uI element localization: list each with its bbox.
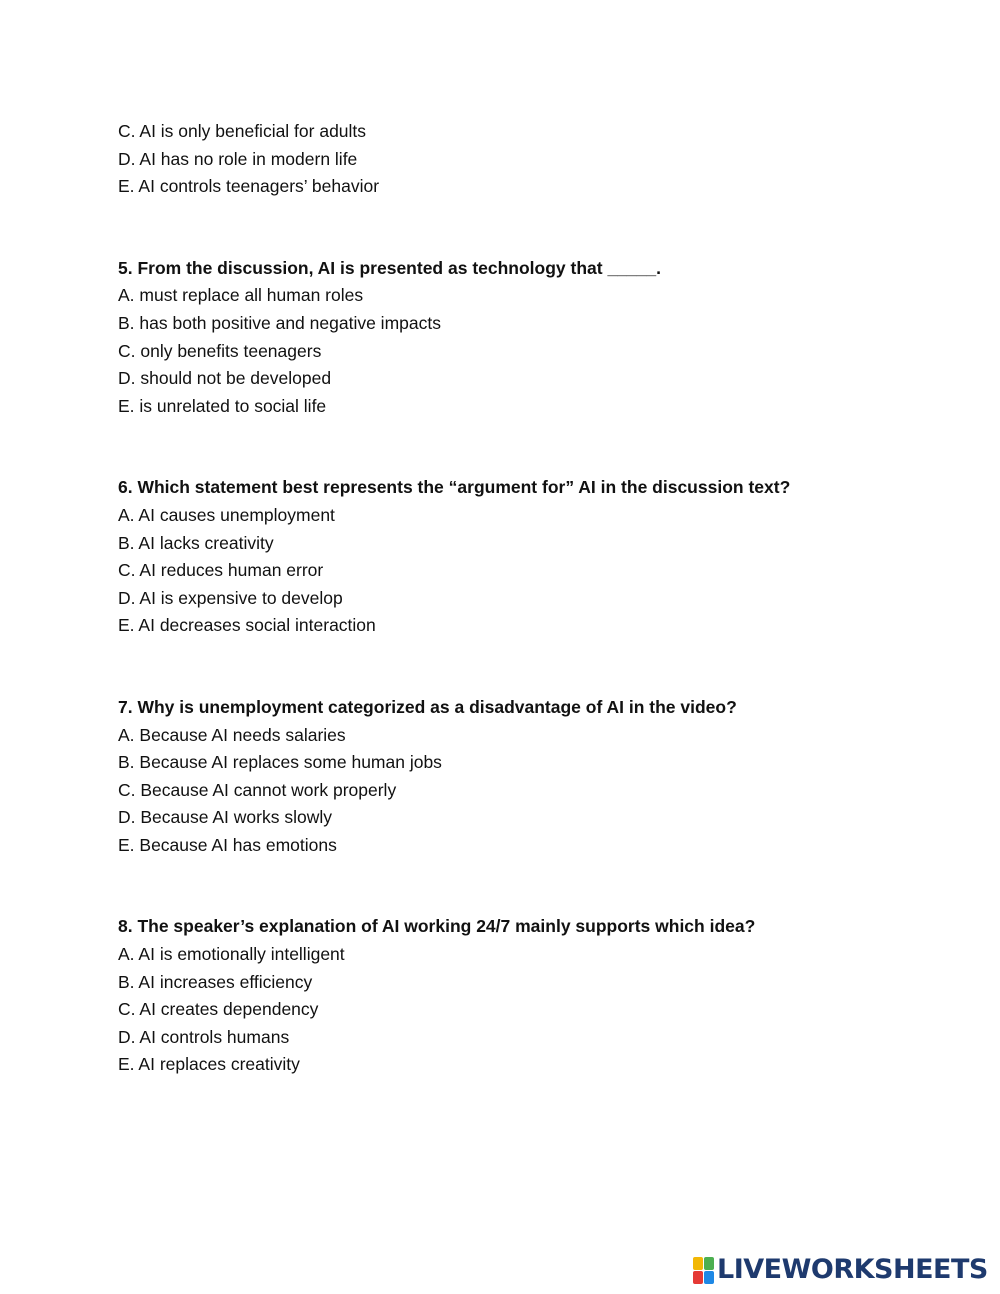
option-b: B. AI increases efficiency xyxy=(118,971,313,992)
option-d: D. AI controls humans xyxy=(118,1026,290,1047)
option-c: C. Because AI cannot work properly xyxy=(118,779,397,800)
option-d: D. AI is expensive to develop xyxy=(118,587,343,608)
continued-options xyxy=(118,118,938,201)
question-6 xyxy=(118,474,938,640)
question-7 xyxy=(118,694,938,860)
question-text: 7. Why is unemployment categorized as a disadvantage of AI in the video? xyxy=(118,696,737,717)
option-a: A. Because AI needs salaries xyxy=(118,724,346,745)
option-a: A. AI causes unemployment xyxy=(118,504,335,525)
liveworksheets-logo xyxy=(693,1255,988,1285)
option-b: B. AI lacks creativity xyxy=(118,532,274,553)
option-c: C. only benefits teenagers xyxy=(118,340,322,361)
logo-text: LIVEWORKSHEETS xyxy=(717,1254,988,1285)
option-d: D. should not be developed xyxy=(118,368,332,389)
logo-tile-4 xyxy=(704,1271,714,1284)
question-5 xyxy=(118,255,938,421)
option-a: A. must replace all human roles xyxy=(118,285,364,306)
option-d: D. AI has no role in modern life xyxy=(118,148,358,169)
option-c: C. AI reduces human error xyxy=(118,560,324,581)
question-text: 8. The speaker’s explanation of AI working 24/7 mainly supports which idea? xyxy=(118,916,756,937)
spacer xyxy=(118,859,938,913)
spacer xyxy=(118,420,938,474)
logo-tile-1 xyxy=(693,1257,703,1270)
option-c: C. AI is only beneficial for adults xyxy=(118,121,367,141)
option-e: E. AI replaces creativity xyxy=(118,1054,300,1075)
option-e: E. AI controls teenagers’ behavior xyxy=(118,176,380,197)
spacer xyxy=(118,640,938,694)
logo-tile-2 xyxy=(704,1257,714,1270)
spacer xyxy=(118,201,938,255)
worksheet-page xyxy=(118,118,938,1079)
liveworksheets-logo-mark-icon xyxy=(693,1257,713,1283)
option-e: E. AI decreases social interaction xyxy=(118,615,376,636)
option-e: E. is unrelated to social life xyxy=(118,395,327,416)
option-a: A. AI is emotionally intelligent xyxy=(118,944,345,965)
option-c: C. AI creates dependency xyxy=(118,999,319,1020)
question-text: 6. Which statement best represents the “argument for” AI in the discussion text? xyxy=(118,477,791,498)
logo-tile-3 xyxy=(693,1271,703,1284)
option-e: E. Because AI has emotions xyxy=(118,834,337,855)
question-8 xyxy=(118,913,938,1079)
option-b: B. Because AI replaces some human jobs xyxy=(118,752,442,773)
option-b: B. has both positive and negative impacts xyxy=(118,312,441,333)
option-d: D. Because AI works slowly xyxy=(118,807,332,828)
question-text: 5. From the discussion, AI is presented as technology that _____. xyxy=(118,257,661,278)
